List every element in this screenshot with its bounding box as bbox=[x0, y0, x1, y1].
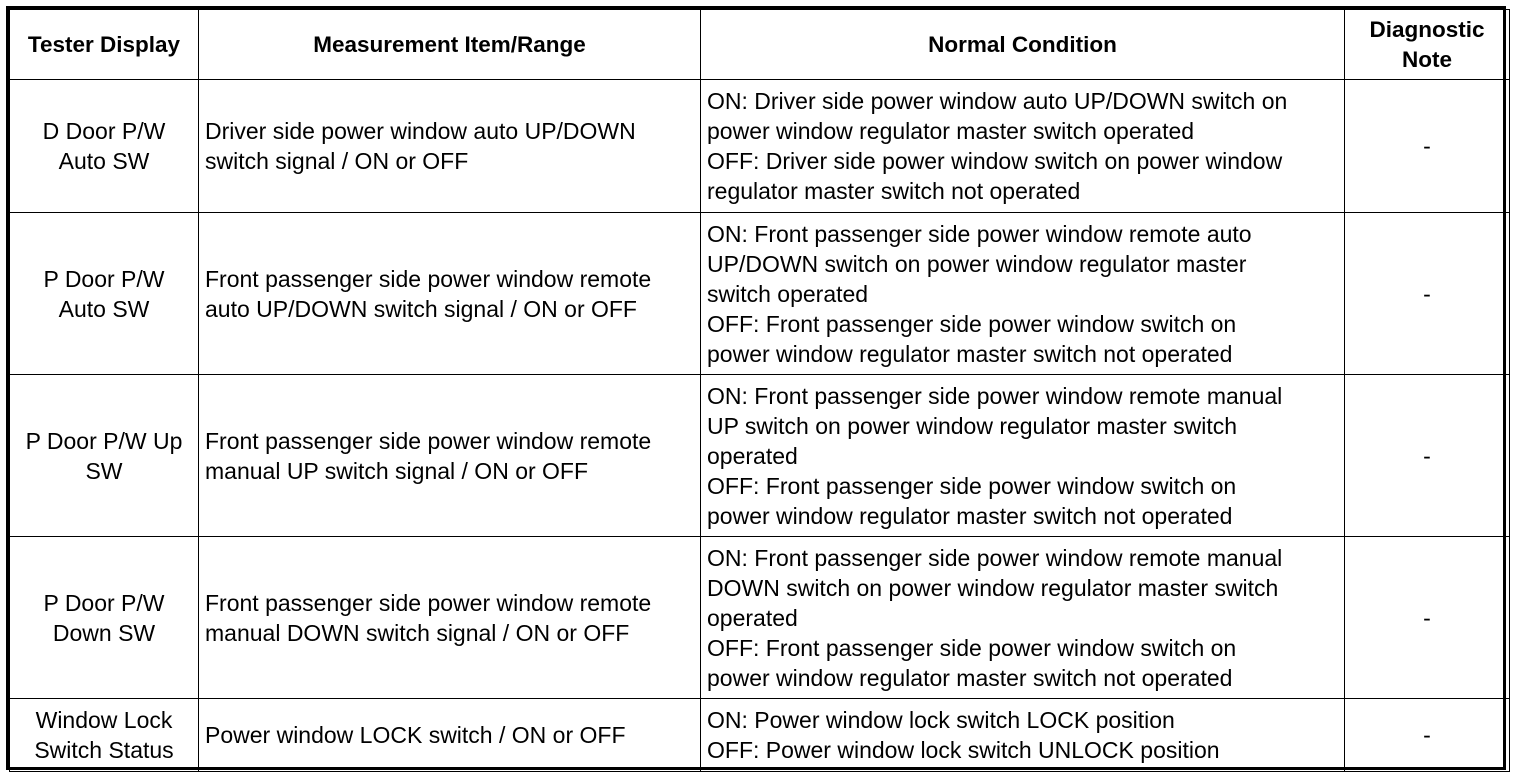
cell-diagnostic-note: - bbox=[1345, 699, 1510, 772]
cell-normal-condition: ON: Power window lock switch LOCK position OFF: Power window lock switch UNLOCK position bbox=[701, 699, 1345, 772]
cell-normal-condition: ON: Front passenger side power window remote auto UP/DOWN switch on power window regulator master switch operated OFF: Front passenger side power window switch on power window regulator master switch not operated bbox=[701, 213, 1345, 375]
cell-diagnostic-note: - bbox=[1345, 375, 1510, 537]
table-row bbox=[10, 699, 1510, 772]
table-row bbox=[10, 213, 1510, 375]
table-row bbox=[10, 537, 1510, 699]
data-list-table bbox=[9, 9, 1510, 772]
table-row bbox=[10, 375, 1510, 537]
data-list-table-container bbox=[6, 6, 1506, 770]
cell-tester-display: Window Lock Switch Status bbox=[10, 699, 199, 772]
header-tester-display: Tester Display bbox=[10, 10, 199, 80]
header-diagnostic-note: Diagnostic Note bbox=[1345, 10, 1510, 80]
cell-measurement: Front passenger side power window remote manual DOWN switch signal / ON or OFF bbox=[199, 537, 701, 699]
cell-measurement: Power window LOCK switch / ON or OFF bbox=[199, 699, 701, 772]
cell-measurement: Driver side power window auto UP/DOWN switch signal / ON or OFF bbox=[199, 80, 701, 213]
cell-normal-condition: ON: Front passenger side power window remote manual UP switch on power window regulator master switch operated OFF: Front passenger side power window switch on power window regulator master switch not operated bbox=[701, 375, 1345, 537]
header-normal-condition: Normal Condition bbox=[701, 10, 1345, 80]
cell-normal-condition: ON: Driver side power window auto UP/DOWN switch on power window regulator master switch operated OFF: Driver side power window switch on power window regulator master switch not operated bbox=[701, 80, 1345, 213]
cell-tester-display: D Door P/W Auto SW bbox=[10, 80, 199, 213]
cell-diagnostic-note: - bbox=[1345, 80, 1510, 213]
cell-diagnostic-note: - bbox=[1345, 537, 1510, 699]
cell-measurement: Front passenger side power window remote manual UP switch signal / ON or OFF bbox=[199, 375, 701, 537]
cell-measurement: Front passenger side power window remote auto UP/DOWN switch signal / ON or OFF bbox=[199, 213, 701, 375]
cell-diagnostic-note: - bbox=[1345, 213, 1510, 375]
cell-tester-display: P Door P/W Up SW bbox=[10, 375, 199, 537]
header-measurement-item: Measurement Item/Range bbox=[199, 10, 701, 80]
table-header-row bbox=[10, 10, 1510, 80]
cell-normal-condition: ON: Front passenger side power window remote manual DOWN switch on power window regulator master switch operated OFF: Front passenger side power window switch on power window regulator master switch not operated bbox=[701, 537, 1345, 699]
cell-tester-display: P Door P/W Auto SW bbox=[10, 213, 199, 375]
cell-tester-display: P Door P/W Down SW bbox=[10, 537, 199, 699]
table-row bbox=[10, 80, 1510, 213]
